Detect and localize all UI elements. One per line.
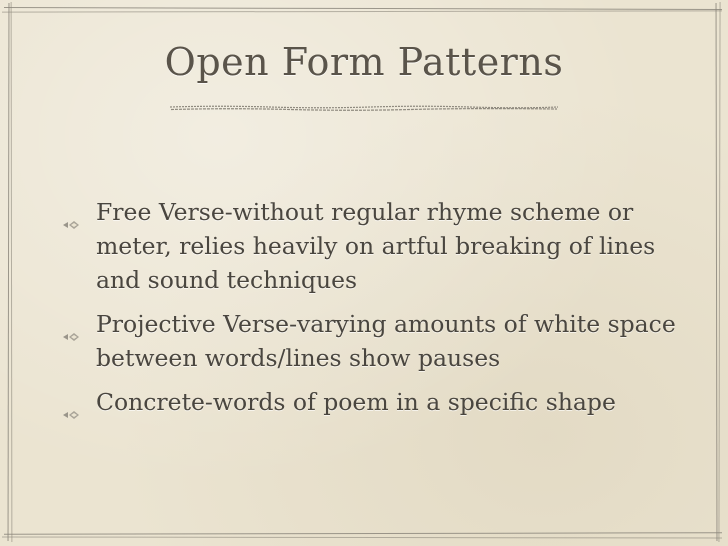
bullet-list — [0, 195, 728, 429]
fleuron-bullet-icon — [62, 396, 80, 408]
bullet-text: Projective Verse-varying amounts of white space between words/lines show pauses — [96, 310, 676, 372]
fleuron-bullet-icon — [62, 318, 80, 330]
title-underline-divider — [170, 104, 558, 112]
bullet-item — [0, 385, 728, 419]
bullet-text: Concrete-words of poem in a specific shape — [96, 388, 616, 416]
bullet-text: Free Verse-without regular rhyme scheme or meter, relies heavily on artful breaking of lines and sound techniques — [96, 198, 656, 294]
bullet-item — [0, 195, 728, 297]
bullet-item — [0, 307, 728, 375]
border-top-line — [4, 7, 722, 10]
border-bottom-line — [4, 532, 722, 535]
border-top-line — [2, 10, 722, 12]
fleuron-bullet-icon — [62, 206, 80, 218]
slide-title: Open Form Patterns — [164, 40, 564, 84]
border-bottom-line — [2, 536, 722, 538]
